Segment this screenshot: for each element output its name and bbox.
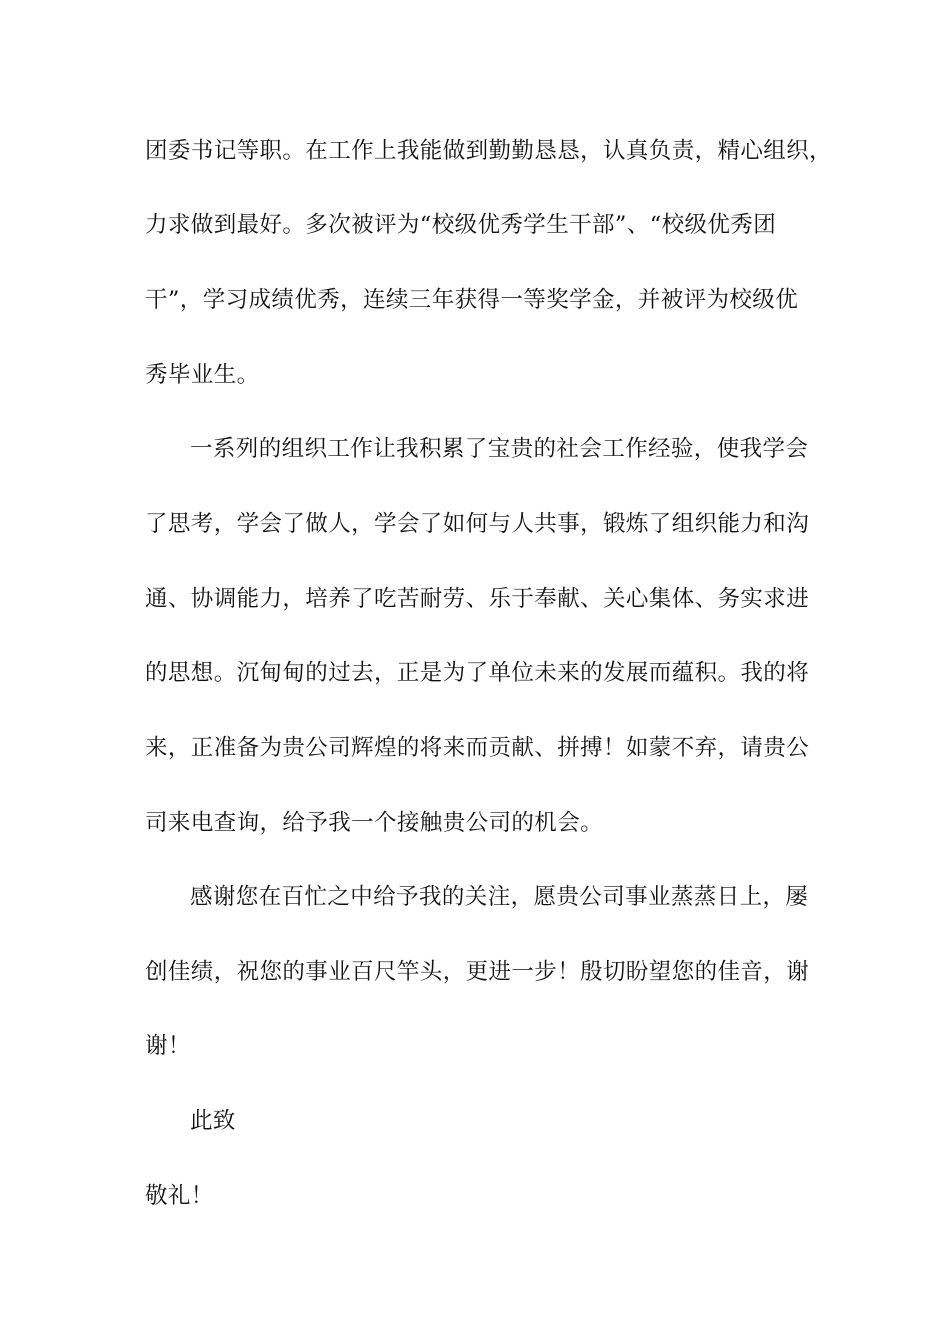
paragraph-line: 干”，学习成绩优秀，连续三年获得一等奖学金，并被评为校级优 xyxy=(145,287,799,313)
paragraph-line: 创佳绩，祝您的事业百尺竿头，更进一步！殷切盼望您的佳音，谢 xyxy=(145,959,810,985)
paragraph-line: 一系列的组织工作让我积累了宝贵的社会工作经验，使我学会 xyxy=(190,436,809,462)
closing-regards: 敬礼！ xyxy=(145,1183,214,1209)
paragraph-line: 秀毕业生。 xyxy=(145,362,260,388)
paragraph-line: 通、协调能力，培养了吃苦耐劳、乐于奉献、关心集体、务实求进 xyxy=(145,586,810,612)
paragraph-line: 的思想。沉甸甸的过去，正是为了单位未来的发展而蕴积。我的将 xyxy=(145,660,810,686)
paragraph-line: 谢！ xyxy=(145,1033,191,1059)
paragraph-line: 团委书记等职。在工作上我能做到勤勤恳恳，认真负责，精心组织， xyxy=(145,138,833,164)
paragraph-line: 力求做到最好。多次被评为“校级优秀学生干部”、“校级优秀团 xyxy=(145,212,777,238)
paragraph-line: 感谢您在百忙之中给予我的关注，愿贵公司事业蒸蒸日上，屡 xyxy=(190,884,809,910)
paragraph-line: 司来电查询，给予我一个接触贵公司的机会。 xyxy=(145,810,604,836)
paragraph-line: 了思考，学会了做人，学会了如何与人共事，锻炼了组织能力和沟 xyxy=(145,511,810,537)
closing-salutation: 此致 xyxy=(190,1108,236,1134)
paragraph-line: 来，正准备为贵公司辉煌的将来而贡献、拼搏！如蒙不弃，请贵公 xyxy=(145,735,810,761)
